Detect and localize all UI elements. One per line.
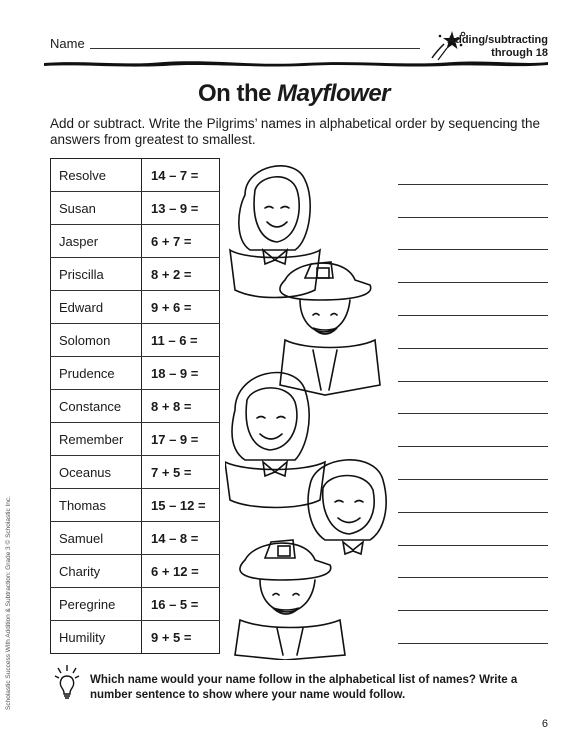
answer-line[interactable] — [398, 486, 548, 519]
pilgrim-name: Edward — [51, 291, 142, 324]
math-problem: 7 + 5 = — [142, 456, 220, 489]
math-problem: 8 + 2 = — [142, 258, 220, 291]
math-problem: 13 – 9 = — [142, 192, 220, 225]
answer-line[interactable] — [398, 191, 548, 224]
table-row — [51, 588, 220, 621]
table-row — [51, 456, 220, 489]
pilgrim-name: Solomon — [51, 324, 142, 357]
pilgrim-name: Constance — [51, 390, 142, 423]
table-row — [51, 489, 220, 522]
math-problem: 11 – 6 = — [142, 324, 220, 357]
answer-line[interactable] — [398, 158, 548, 191]
math-problem: 16 – 5 = — [142, 588, 220, 621]
header-divider — [44, 58, 548, 68]
answer-line[interactable] — [398, 224, 548, 257]
answer-line[interactable] — [398, 355, 548, 388]
table-row — [51, 291, 220, 324]
answer-line[interactable] — [398, 453, 548, 486]
math-problem: 6 + 7 = — [142, 225, 220, 258]
answer-line[interactable] — [398, 617, 548, 650]
pilgrim-name: Remember — [51, 423, 142, 456]
pilgrim-name: Resolve — [51, 159, 142, 192]
pilgrim-name: Susan — [51, 192, 142, 225]
answer-lines — [398, 158, 548, 650]
table-row — [51, 555, 220, 588]
table-row — [51, 522, 220, 555]
pilgrim-name: Priscilla — [51, 258, 142, 291]
table-row — [51, 159, 220, 192]
table-row — [51, 390, 220, 423]
answer-line[interactable] — [398, 519, 548, 552]
math-problem: 14 – 7 = — [142, 159, 220, 192]
answer-line[interactable] — [398, 256, 548, 289]
page-title: On the Mayflower — [197, 80, 391, 107]
pilgrim-name: Oceanus — [51, 456, 142, 489]
math-problem: 15 – 12 = — [142, 489, 220, 522]
pilgrim-name: Peregrine — [51, 588, 142, 621]
math-problem: 14 – 8 = — [142, 522, 220, 555]
table-row — [51, 621, 220, 654]
math-problem: 9 + 5 = — [151, 629, 192, 645]
copyright-credit: Scholastic Success With Addition & Subtraction: Grade 3 © Scholastic Inc. — [5, 496, 12, 710]
table-row — [51, 357, 220, 390]
answer-line[interactable] — [398, 584, 548, 617]
answer-line[interactable] — [398, 552, 548, 585]
pilgrims-illustration — [225, 150, 395, 660]
pilgrim-name: Charity — [51, 555, 142, 588]
pilgrim-name: Samuel — [51, 522, 142, 555]
pilgrim-name: Thomas — [51, 489, 142, 522]
table-row — [51, 258, 220, 291]
math-problem: 6 + 12 = — [142, 555, 220, 588]
table-row — [51, 192, 220, 225]
math-problem: 17 – 9 = — [142, 423, 220, 456]
name-line[interactable] — [90, 48, 420, 49]
table-row — [51, 324, 220, 357]
answer-line[interactable] — [398, 322, 548, 355]
math-problem: 9 + 6 = — [142, 291, 220, 324]
pilgrim-name: Humility — [51, 621, 142, 654]
name-label: Name — [50, 36, 85, 51]
answer-line[interactable] — [398, 289, 548, 322]
math-problem: 18 – 9 = — [142, 357, 220, 390]
lightbulb-icon — [54, 662, 80, 700]
math-problem: 8 + 8 = — [142, 390, 220, 423]
reflection-question: Which name would your name follow in the alphabetical list of names? Write a number sentence to show where your name would follow. — [90, 674, 518, 701]
problems-table — [50, 158, 220, 654]
table-row — [51, 225, 220, 258]
instructions: Add or subtract. Write the Pilgrims’ names in alphabetical order by sequencing the answers from greatest to smallest. — [50, 116, 541, 147]
pilgrim-name: Jasper — [51, 225, 142, 258]
answer-line[interactable] — [398, 388, 548, 421]
table-row — [51, 423, 220, 456]
pilgrim-name: Prudence — [51, 357, 142, 390]
answer-line[interactable] — [398, 420, 548, 453]
page-number: 6 — [541, 718, 548, 730]
topic-label: Adding/subtracting through 18 — [447, 34, 548, 59]
